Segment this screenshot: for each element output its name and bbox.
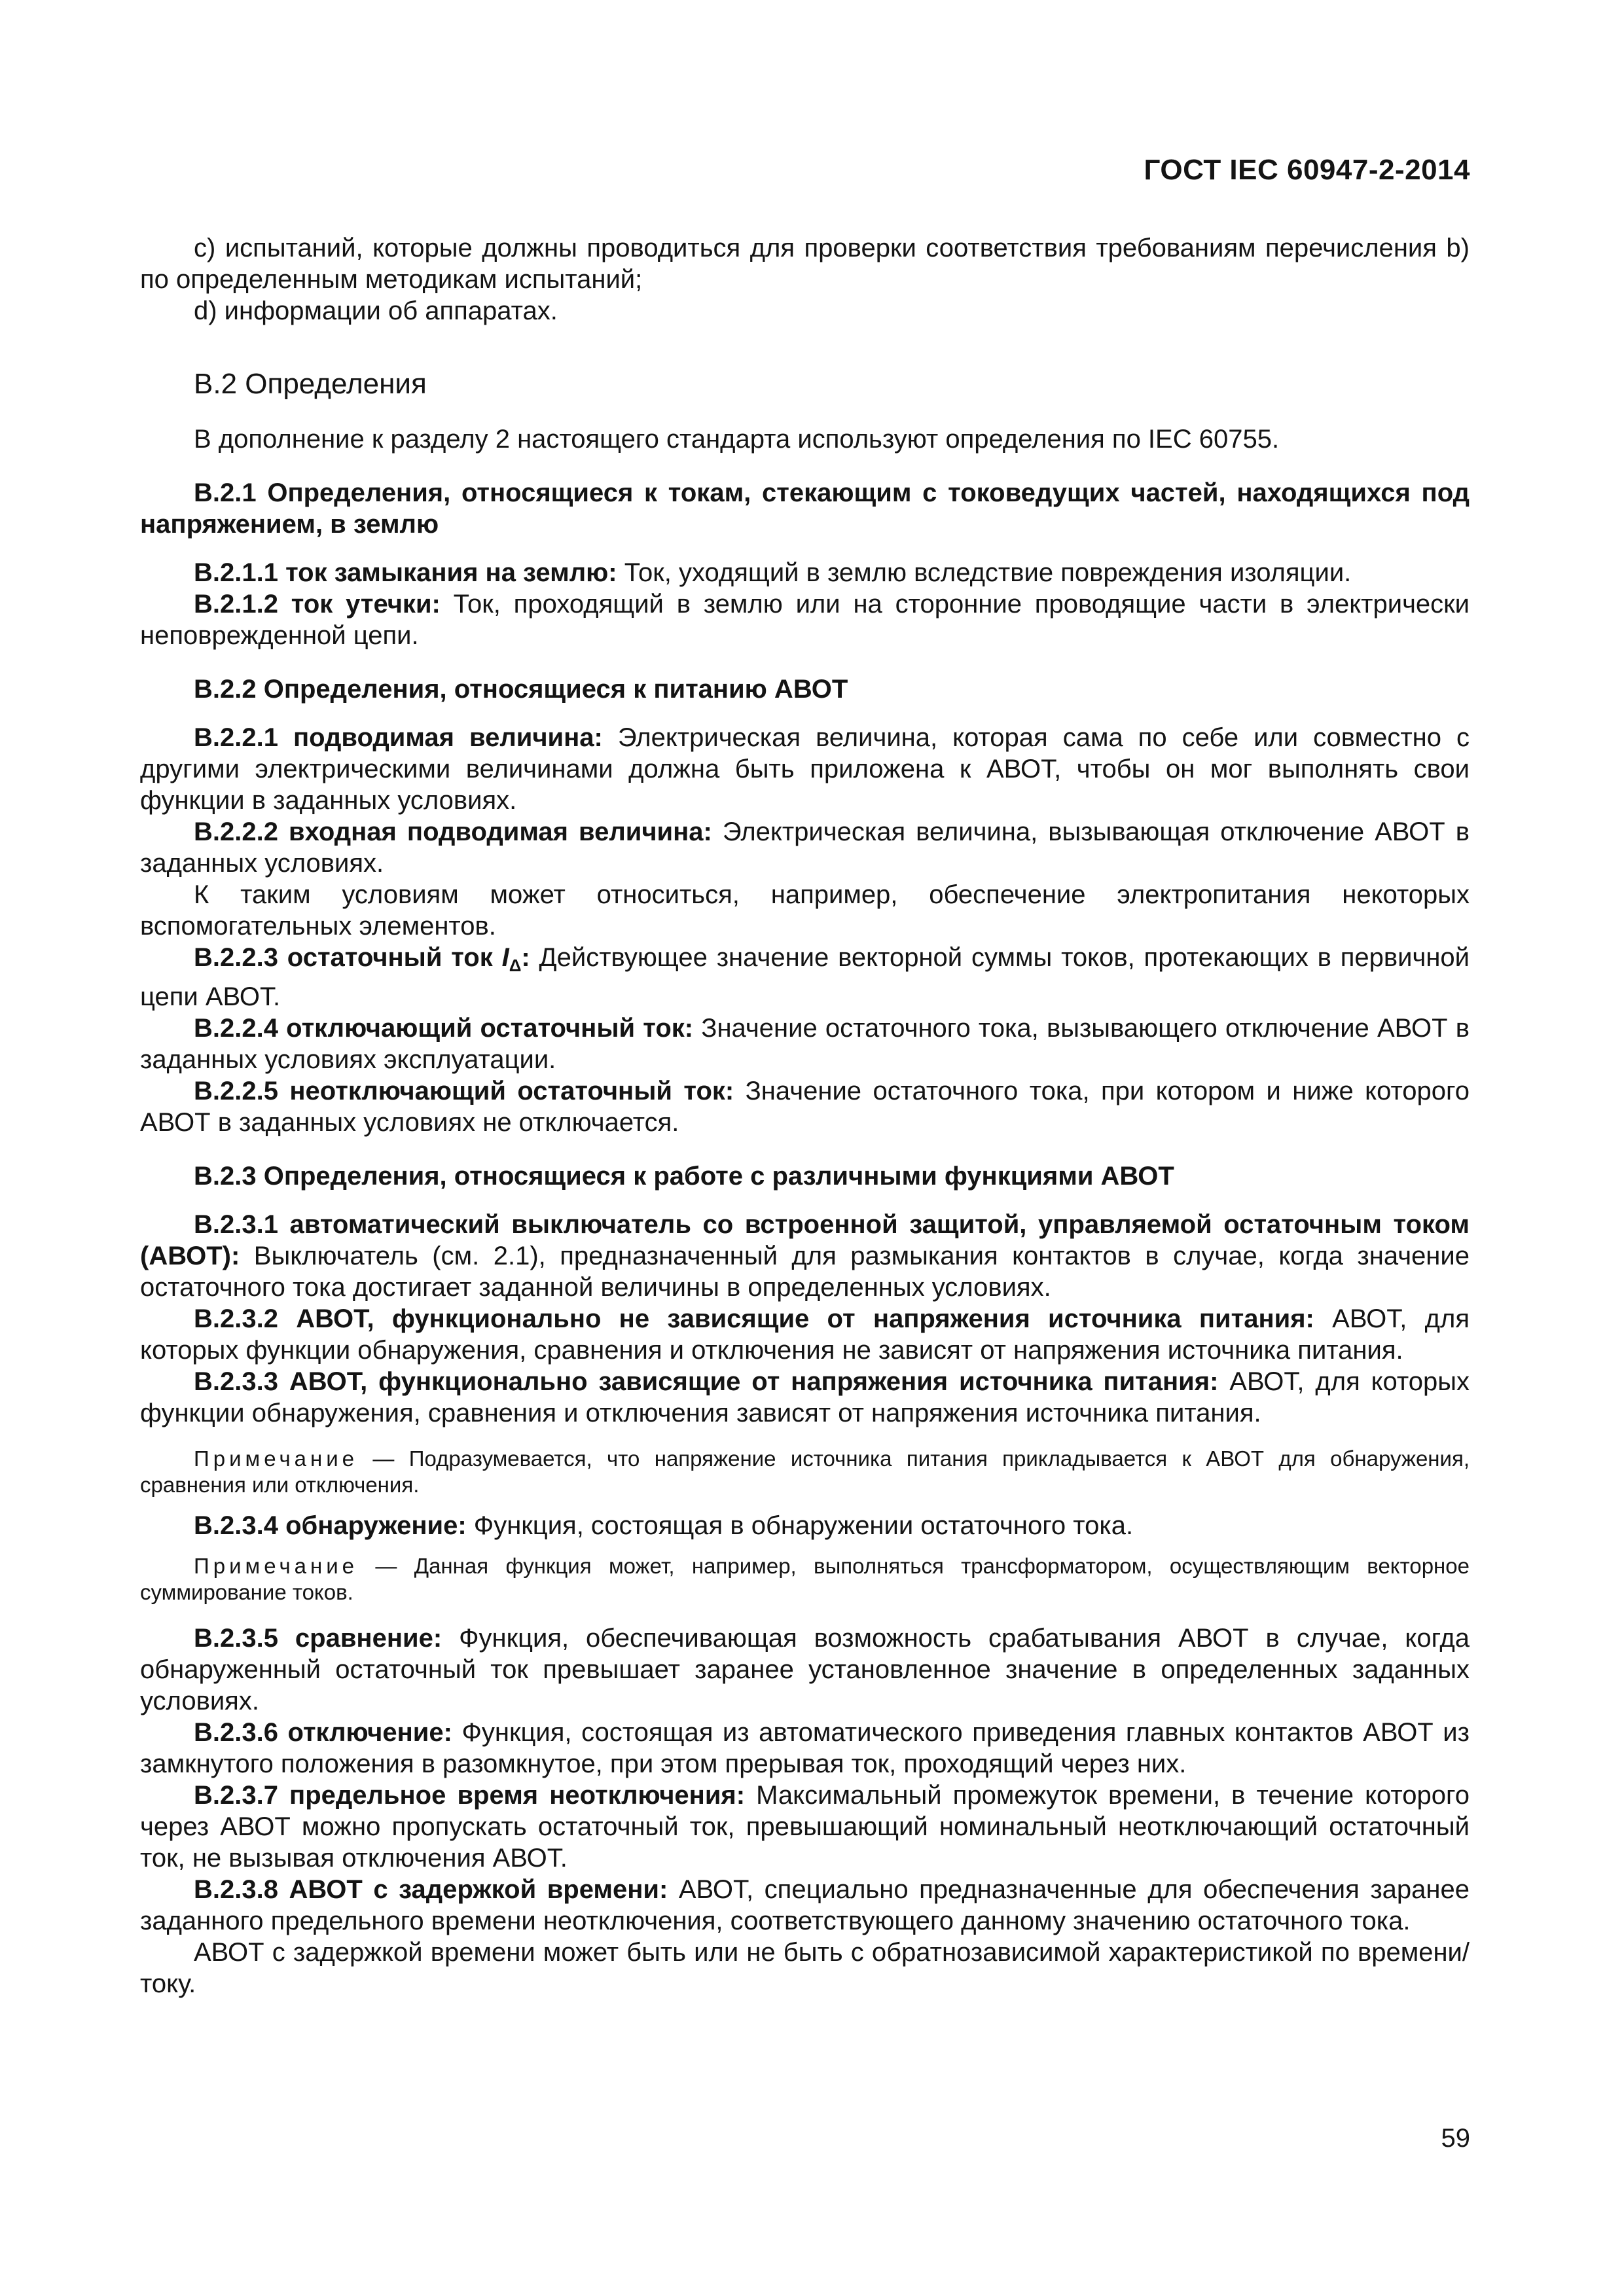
- definition-term: B.2.2.4 отключающий остаточный ток:: [194, 1014, 694, 1043]
- subsection-heading-b22: B.2.2 Определения, относящиеся к питанию АВОТ: [194, 675, 848, 704]
- definition-term: B.2.2.3 остаточный ток: [194, 943, 502, 972]
- page-content: [140, 232, 1470, 2000]
- note-label: Примечание: [194, 1554, 359, 1578]
- note-2: Примечание — Данная функция может, например, выполняться трансформатором, осуществляющим векторное суммирование токов.: [140, 1554, 1470, 1604]
- definition-term: B.2.3.4 обнаружение:: [194, 1511, 467, 1540]
- note-1: Примечание — Подразумевается, что напряжение источника питания прикладывается к АВОТ для обнаружения, сравнения или отключения.: [140, 1446, 1470, 1497]
- definition-term: B.2.3.6 отключение:: [194, 1718, 452, 1747]
- subsection-heading-b21: B.2.1 Определения, относящиеся к токам, стекающим с токоведущих частей, находящихся под напряжением, в землю: [140, 478, 1470, 539]
- definition-b231: B.2.3.1 автоматический выключатель со встроенной защитой, управляемой остаточным током (АВОТ): Выключатель (см. 2.1), предназначенный для размыкания контактов в случае, когда значение остаточного тока достигает заданной величины в определенных условиях.: [140, 1210, 1470, 1302]
- subsection-heading-b23: B.2.3 Определения, относящиеся к работе с различными функциями АВОТ: [194, 1162, 1174, 1191]
- note-label: Примечание: [194, 1446, 359, 1471]
- definition-b235: B.2.3.5 сравнение: Функция, обеспечивающая возможность срабатывания АВОТ в случае, когда обнаруженный остаточный ток превышает заранее установленное значение в определенных заданных условиях.: [140, 1624, 1470, 1715]
- definition-b238-extra: АВОТ с задержкой времени может быть или не быть с обратнозависимой характеристикой по времени/току.: [140, 1938, 1470, 1998]
- definition-b232: B.2.3.2 АВОТ, функционально не зависящие от напряжения источника питания: АВОТ, для которых функции обнаружения, сравнения и отключения не зависят от напряжения источника питания.: [140, 1304, 1470, 1365]
- symbol-i: I: [501, 943, 509, 972]
- definition-term: B.2.1.2 ток утечки:: [194, 590, 441, 619]
- list-item-c: c) испытаний, которые должны проводиться для проверки соответствия требованиям перечисления b) по определенным методикам испытаний;: [140, 234, 1470, 294]
- document-header: ГОСТ IEC 60947-2-2014: [1144, 154, 1470, 186]
- definition-b223: B.2.2.3 остаточный ток $I_\Delta$: Действующее значение векторной суммы токов, протекающих в первичной цепи АВОТ.: [140, 943, 1470, 1011]
- definition-b225: B.2.2.5 неотключающий остаточный ток: Значение остаточного тока, при котором и ниже которого АВОТ в заданных условиях не отключается.: [140, 1077, 1470, 1137]
- definition-term: B.2.2.2 входная подводимая величина:: [194, 817, 712, 846]
- definition-term: B.2.2.5 неотключающий остаточный ток:: [194, 1077, 734, 1105]
- definition-b234: B.2.3.4 обнаружение: Функция, состоящая в обнаружении остаточного тока.: [194, 1511, 1134, 1540]
- definition-b238: B.2.3.8 АВОТ с задержкой времени: АВОТ, специально предназначенные для обеспечения заранее заданного предельного времени неотключения, соответствующего данному значению остаточного тока.: [140, 1875, 1470, 1935]
- definition-term: B.2.3.2 АВОТ, функционально не зависящие от напряжения источника питания:: [194, 1304, 1314, 1333]
- section-intro: В дополнение к разделу 2 настоящего стандарта используют определения по IEC 60755.: [194, 425, 1280, 454]
- definition-b237: B.2.3.7 предельное время неотключения: Максимальный промежуток времени, в течение которого через АВОТ можно пропускать остаточный ток, превышающий номинальный неотключающий остаточный ток, не вызывая отключения АВОТ.: [140, 1781, 1470, 1873]
- definition-term: B.2.3.1 автоматический выключатель со встроенной защитой, управляемой остаточным током (АВОТ):: [140, 1210, 1470, 1270]
- definition-b221: B.2.2.1 подводимая величина: Электрическая величина, которая сама по себе или совместно с другими электрическими величинами должна быть приложена к АВОТ, чтобы он мог выполнять свои функции в заданных условиях.: [140, 723, 1470, 815]
- definition-b212: B.2.1.2 ток утечки: Ток, проходящий в землю или на сторонние проводящие части в электрически неповрежденной цепи.: [140, 590, 1470, 650]
- definition-term: B.2.3.5 сравнение:: [194, 1624, 442, 1653]
- definition-term: B.2.1.1 ток замыкания на землю:: [194, 558, 617, 587]
- symbol-delta: Δ: [509, 956, 522, 975]
- definition-b233: B.2.3.3 АВОТ, функционально зависящие от напряжения источника питания: АВОТ, для которых функции обнаружения, сравнения и отключения зависят от напряжения источника питания.: [140, 1367, 1470, 1427]
- definition-term: B.2.2.1 подводимая величина:: [194, 723, 603, 752]
- list-item-d: d) информации об аппаратах.: [194, 296, 558, 325]
- definition-b222-extra: К таким условиям может относиться, например, обеспечение электропитания некоторых вспомогательных элементов.: [140, 880, 1470, 941]
- page-number: 59: [1441, 2124, 1470, 2153]
- definition-b224: B.2.2.4 отключающий остаточный ток: Значение остаточного тока, вызывающего отключение АВОТ в заданных условиях эксплуатации.: [140, 1014, 1470, 1074]
- definition-term: B.2.3.7 предельное время неотключения:: [194, 1781, 746, 1810]
- definition-b222: B.2.2.2 входная подводимая величина: Электрическая величина, вызывающая отключение АВОТ в заданных условиях.: [140, 817, 1470, 878]
- definition-term: B.2.3.3 АВОТ, функционально зависящие от напряжения источника питания:: [194, 1367, 1219, 1396]
- definition-b211: B.2.1.1 ток замыкания на землю: Ток, уходящий в землю вследствие повреждения изоляции.: [194, 558, 1352, 587]
- definition-b236: B.2.3.6 отключение: Функция, состоящая из автоматического приведения главных контактов АВОТ из замкнутого положения в разомкнутое, при этом прерывая ток, проходящий через них.: [140, 1718, 1470, 1778]
- definition-term: B.2.3.8 АВОТ с задержкой времени:: [194, 1875, 668, 1904]
- section-title: B.2 Определения: [194, 368, 427, 400]
